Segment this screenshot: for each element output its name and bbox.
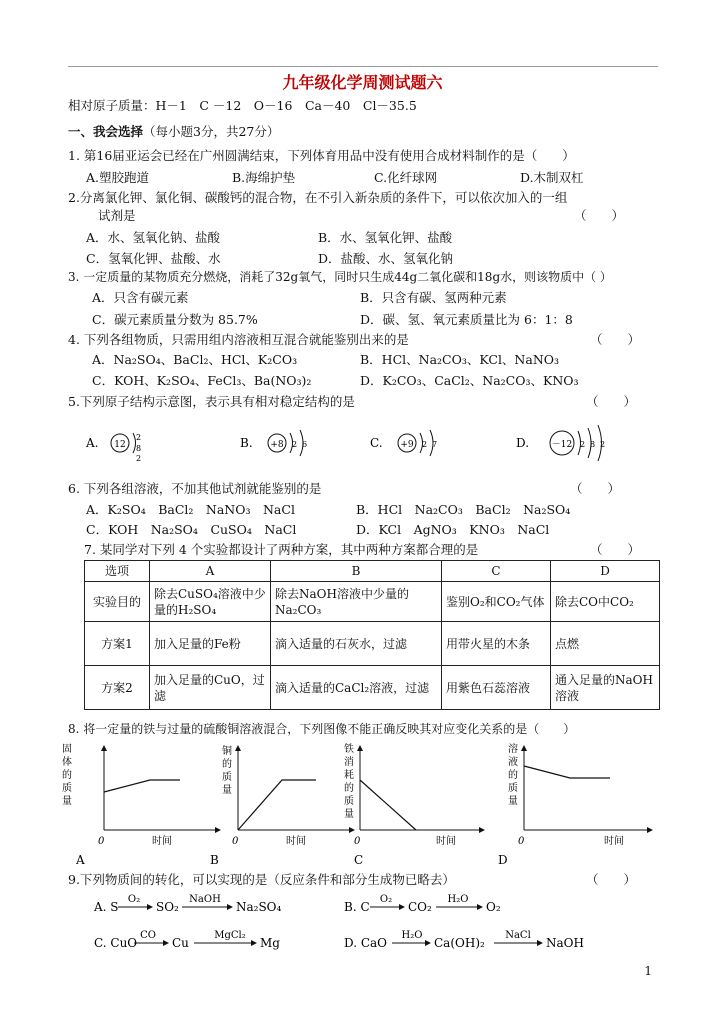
q4-option-a: A．Na₂SO₄、BaCl₂、HCl、K₂CO₃	[92, 352, 298, 367]
q9-b-reagent-1: O₂	[379, 894, 393, 905]
q3-option-a: A．只含有碳元素	[92, 290, 189, 305]
q7-cell: 点燃	[551, 622, 660, 666]
q9-a-reagent-2: NaOH	[189, 894, 221, 905]
graph-c-ylabel-2: 消	[344, 757, 354, 768]
q9-d-mid: Ca(OH)₂	[434, 936, 485, 950]
q5-stem: 5.下列原子结构示意图，表示具有相对稳定结构的是	[68, 394, 355, 409]
q7-paren: （ ）	[590, 542, 641, 557]
q6-stem: 6. 下列各组溶液，不加其他试剂就能鉴别的是	[68, 481, 322, 496]
atom-b-nucleus-label: +8	[270, 440, 284, 450]
q7-header-cell: D	[551, 561, 660, 582]
graph-d	[498, 742, 652, 867]
atom-d-electrons-3: 2	[600, 440, 606, 449]
atom-c-label: C.	[370, 436, 383, 450]
graph-d-ylabel-4: 质	[508, 783, 518, 794]
atom-option-c	[370, 430, 437, 456]
q9-d-start: D. CaO	[344, 936, 387, 950]
atom-option-a	[85, 433, 141, 463]
q9-b-end: O₂	[486, 900, 501, 914]
q2-stem-line1: 2.分离氯化钾、氯化铜、碳酸钙的混合物，在不引入新杂质的条件下，可以依次加入的一组	[68, 190, 568, 205]
graph-c	[344, 742, 484, 867]
q9-c-start: C. CuO	[94, 936, 138, 950]
graph-b-ylabel-2: 的	[222, 759, 232, 770]
atom-d-nucleus-label: －12	[551, 440, 573, 450]
q9-c-end: Mg	[260, 936, 280, 950]
header-rule	[68, 66, 658, 67]
graph-a-ylabel-2: 体	[62, 757, 72, 768]
graph-c-curve	[360, 780, 416, 830]
q7-header-cell: B	[271, 561, 442, 582]
atom-diagrams	[80, 418, 660, 468]
q9-reactions	[90, 890, 610, 960]
graph-a-origin: 0	[98, 836, 105, 847]
q1-option-d: D.木制双杠	[520, 170, 584, 185]
q9-b-start: B. C	[344, 900, 370, 914]
q7-cell: 鉴别O₂和CO₂气体	[442, 582, 551, 622]
q1-option-c: C.化纤球网	[374, 170, 438, 185]
graph-c-ylabel-1: 铁	[344, 744, 354, 755]
q4-option-d: D．K₂CO₃、CaCl₂、Na₂CO₃、KNO₃	[360, 373, 579, 388]
q2-stem-line2: 试剂是	[98, 208, 136, 223]
q2-option-b: B．水、氢氧化钾、盐酸	[318, 230, 453, 245]
graph-d-curve	[524, 766, 610, 778]
q9-d-end: NaOH	[546, 936, 584, 950]
graph-d-letter: D	[498, 853, 508, 867]
q9-b-mid: CO₂	[408, 900, 432, 914]
q7-cell: 加入足量的Fe粉	[150, 622, 271, 666]
graph-a-xlabel: 时间	[152, 836, 172, 847]
q7-cell: 用紫色石蕊溶液	[442, 666, 551, 710]
q4-option-b: B．HCl、Na₂CO₃、KCl、NaNO₃	[360, 352, 560, 367]
q9-option-c	[94, 930, 280, 950]
atom-a-electrons-1: 2	[136, 433, 142, 442]
atom-c-electrons-1: 2	[422, 440, 428, 449]
q9-a-reagent-1: O₂	[127, 894, 141, 905]
q9-a-start: A. S	[94, 900, 119, 914]
q2-option-d: D．盐酸、水、氢氧化钠	[318, 251, 454, 266]
q3-stem: 3. 一定质量的某物质充分燃烧，消耗了32g氧气，同时只生成44g二氧化碳和18g水，则该物质中（ ）	[68, 270, 612, 284]
graph-a-letter: A	[76, 853, 85, 867]
atom-c-electrons-2: 7	[432, 440, 438, 449]
atom-d-electrons-2: 8	[590, 440, 596, 449]
graph-c-xlabel: 时间	[436, 836, 456, 847]
q4-stem: 4. 下列各组物质，只需用组内溶液相互混合就能鉴别出来的是	[68, 332, 409, 347]
graph-d-ylabel-1: 溶	[508, 744, 518, 755]
q9-paren: （ ）	[586, 872, 637, 887]
q5-paren: （ ）	[586, 394, 637, 409]
q7-cell: 方案2	[85, 666, 150, 710]
atom-b-electrons-1: 2	[292, 440, 298, 449]
graph-c-origin: 0	[354, 836, 361, 847]
graph-b-ylabel-3: 质	[222, 772, 232, 783]
q7-header-cell: 选项	[85, 561, 150, 582]
section-heading-text: 一、我会选择	[68, 124, 144, 139]
graph-d-origin: 0	[518, 836, 525, 847]
atom-a-electrons-3: 2	[136, 454, 142, 463]
q7-stem: 7. 某同学对下列 4 个实验都设计了两种方案，其中两种方案都合理的是	[84, 542, 479, 557]
graph-b-xlabel: 时间	[286, 836, 306, 847]
q9-d-reagent-1: H₂O	[401, 930, 423, 941]
graph-a-ylabel-4: 质	[62, 783, 72, 794]
q2-paren: （ ）	[574, 208, 625, 223]
graph-b-letter: B	[210, 853, 219, 867]
q7-header-cell: A	[150, 561, 271, 582]
atomic-masses: 相对原子质量：H－1 C －12 O－16 Ca－40 Cl－35.5	[68, 98, 417, 113]
q7-cell: 用带火星的木条	[442, 622, 551, 666]
page-number: 1	[644, 964, 652, 978]
q9-option-a	[93, 894, 282, 914]
graph-a-ylabel-3: 的	[62, 770, 72, 781]
graph-c-ylabel-3: 耗	[344, 770, 354, 781]
section-note: （每小题3分，共27分）	[143, 124, 280, 139]
q7-cell: 除去CO中CO₂	[551, 582, 660, 622]
atom-d-label: D.	[516, 436, 530, 450]
q7-cell: 滴入适量的石灰水，过滤	[271, 622, 442, 666]
graph-d-ylabel-5: 量	[508, 796, 518, 807]
q6-paren: （ ）	[570, 481, 621, 496]
section-heading	[68, 122, 279, 140]
atom-a-nucleus-label: 12	[114, 440, 126, 450]
graph-d-xlabel: 时间	[604, 836, 624, 847]
page-title: 九年级化学周测试题六	[282, 73, 443, 92]
q9-b-reagent-2: H₂O	[447, 894, 469, 905]
graph-a-ylabel-1: 固	[62, 744, 72, 755]
graph-d-ylabel-2: 液	[508, 757, 518, 768]
q7-table	[84, 560, 660, 710]
graph-c-ylabel-4: 的	[344, 783, 354, 794]
graph-b-curve	[238, 780, 316, 830]
graph-a	[62, 743, 220, 867]
q9-a-end: Na₂SO₄	[236, 900, 282, 914]
graph-c-letter: C	[354, 853, 364, 867]
q1-stem: 1. 第16届亚运会已经在广州圆满结束，下列体育用品中没有使用合成材料制作的是（ ）	[68, 148, 575, 163]
q7-cell: 通入足量的NaOH溶液	[551, 666, 660, 710]
q7-table-row	[85, 582, 660, 622]
q3-option-b: B．只含有碳、氢两种元素	[360, 290, 507, 305]
graph-c-ylabel-5: 质	[344, 796, 354, 807]
q4-paren: （ ）	[590, 332, 641, 347]
atom-option-b	[240, 430, 307, 456]
graph-c-ylabel-6: 量	[344, 809, 354, 820]
q4-option-c: C．KOH、K₂SO₄、FeCl₃、Ba(NO₃)₂	[92, 373, 312, 388]
atom-d-electrons-1: 2	[580, 440, 586, 449]
q2-option-c: C．氢氧化钾、盐酸、水	[86, 251, 221, 266]
q7-header-cell: C	[442, 561, 551, 582]
atom-b-electrons-2: 6	[302, 440, 308, 449]
q6-option-b: B．HCl Na₂CO₃ BaCl₂ Na₂SO₄	[356, 502, 571, 517]
q7-cell: 除去NaOH溶液中少量的Na₂CO₃	[271, 582, 442, 622]
graph-d-ylabel-3: 的	[508, 770, 518, 781]
graph-b-ylabel-1: 铜	[222, 746, 232, 757]
q7-cell: 加入足量的CuO，过滤	[150, 666, 271, 710]
q7-cell: 滴入适量的CaCl₂溶液，过滤	[271, 666, 442, 710]
q9-d-reagent-2: NaCl	[505, 930, 531, 941]
q7-header-row	[85, 561, 660, 582]
q6-option-c: C．KOH Na₂SO₄ CuSO₄ NaCl	[86, 522, 297, 537]
q9-c-mid: Cu	[172, 936, 189, 950]
graph-b	[210, 744, 354, 867]
q3-option-d: D．碳、氢、氧元素质量比为 6：1：8	[360, 312, 573, 327]
atom-b-label: B.	[240, 436, 253, 450]
q9-option-b	[344, 894, 501, 914]
graph-a-ylabel-5: 量	[62, 796, 72, 807]
atom-a-electrons-2: 8	[136, 444, 142, 453]
q9-option-d	[344, 930, 584, 950]
q6-option-d: D．KCl AgNO₃ KNO₃ NaCl	[356, 522, 550, 537]
q8-stem: 8. 将一定量的铁与过量的硫酸铜溶液混合，下列图像不能正确反映其对应变化关系的是（ ）	[68, 722, 576, 736]
q2-option-a: A．水、氢氧化钠、盐酸	[86, 230, 221, 245]
q7-table-row	[85, 666, 660, 710]
q7-cell: 除去CuSO₄溶液中少量的H₂SO₄	[150, 582, 271, 622]
atom-option-d	[516, 425, 605, 461]
q7-cell: 实验目的	[85, 582, 150, 622]
q6-option-a: A．K₂SO₄ BaCl₂ NaNO₃ NaCl	[86, 502, 295, 517]
q9-c-reagent-2: MgCl₂	[214, 930, 246, 941]
graph-b-ylabel-4: 量	[222, 785, 232, 796]
q1-option-b: B.海绵护垫	[232, 170, 296, 185]
q9-stem: 9.下列物质间的转化，可以实现的是（反应条件和部分生成物已略去）	[68, 872, 455, 887]
graph-b-origin: 0	[232, 836, 239, 847]
q3-option-c: C．碳元素质量分数为 85.7%	[92, 312, 258, 327]
graph-a-curve	[104, 780, 180, 792]
q9-c-reagent-1: CO	[140, 930, 156, 941]
q1-option-a: A.塑胶跑道	[86, 170, 150, 185]
q7-table-row	[85, 622, 660, 666]
q7-cell: 方案1	[85, 622, 150, 666]
atom-c-nucleus-label: +9	[400, 440, 414, 450]
q9-a-mid: SO₂	[156, 900, 179, 914]
atom-a-label: A.	[86, 436, 99, 450]
q8-graphs	[60, 740, 660, 868]
